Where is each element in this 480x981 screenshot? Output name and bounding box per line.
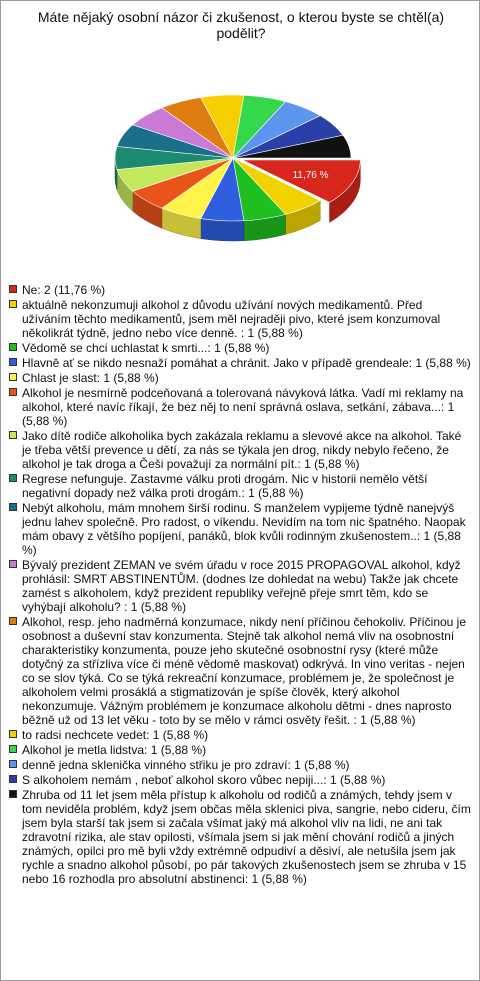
legend-label: Alkohol, resp. jeho nadměrná konzumace, nikdy není příčinou čehokoliv. Příčinou je osobnost a duševní stav konzumenta. Stejně tak alkohol nemá vliv na osobnostní charakteristiky konzumenta, pouze jeho skutečné osobnostní rysy (které může dotyčný za střízliva více či méně vědomě maskovat) odkrývá. In vino veritas - nejen co se slov týká. Co se týká rekreační konzumace, problémem je, že společnost je alkoholem velmi prosáklá a stigmatizován je spíše člověk, který alkohol nekonzumuje. Vážným problémem je konzumace alkoholu dětmi - dnes naprosto běžně už od 13 let věku - toto by se mělo v rámci osvěty řešit. : 1 (5,88 %) (22, 615, 467, 727)
legend-swatch (9, 745, 17, 753)
legend-label: denně jedna sklenička vinného střiku je pro zdraví: 1 (5,88 %) (22, 758, 350, 772)
legend-label: Ne: 2 (11,76 %) (22, 283, 106, 297)
legend-item (9, 356, 473, 370)
legend (9, 283, 473, 887)
legend-item (9, 788, 473, 886)
legend-label: Regrese nefunguje. Zastavme válku proti drogám. Nic v historii nemělo větší negativní dopady než válka proti drogám.: 1 (5,88 %) (22, 472, 428, 500)
pie-tops (115, 95, 360, 221)
legend-item (9, 283, 473, 297)
legend-item (9, 758, 473, 772)
legend-swatch (9, 343, 17, 351)
legend-swatch (9, 617, 17, 625)
legend-item (9, 298, 473, 340)
legend-label: Bývalý prezident ZEMAN ve svém úřadu v roce 2015 PROPAGOVAL alkohol, když prohlásil: SMRT ABSTINENTŮM. (dodnes lze dohledat na webu) Takže jak chcete zamést s alkoholem, když prezident republiky veřejně přeje smrt těm, kdo se vyhýbají alkoholu? : 1 (5,88 %) (22, 558, 461, 614)
legend-swatch (9, 560, 17, 568)
legend-swatch (9, 373, 17, 381)
legend-swatch (9, 300, 17, 308)
legend-label: S alkoholem nemám , neboť alkohol skoro vůbec nepiji...: 1 (5,88 %) (22, 773, 386, 787)
legend-swatch (9, 790, 17, 798)
legend-swatch (9, 474, 17, 482)
legend-swatch (9, 285, 17, 293)
chart-title: Máte nějaký osobní názor či zkušenost, o kterou byste se chtěl(a) podělit? (37, 9, 445, 41)
legend-label: Zhruba od 11 let jsem měla přístup k alkoholu od rodičů a známých, tehdy jsem v tom neviděla problém, když jsem občas měla sklenici piva, sangrie, nebo cideru, čím jsem byla starší tak jsem si začala všímat jaký má alkohol vliv na lidi, ne ani tak zdravotní rizika, ale stav opilosti, všímala jsem si jak mění chování rodičů a jiných známých, opilci pro mě byli vždy extrémně odpudiví a děsiví, ale netušila jsem jak rychle a snadno alkohol působí, po pár takových zkušenostech jsem se zhruba v 15 nebo 16 rozhodla pro absolutní abstinenci: 1 (5,88 %) (22, 788, 471, 886)
legend-item (9, 341, 473, 355)
legend-swatch (9, 760, 17, 768)
legend-swatch (9, 431, 17, 439)
legend-item (9, 472, 473, 500)
legend-item (9, 429, 473, 471)
legend-swatch (9, 358, 17, 366)
pie-slice-side-4 (201, 219, 244, 241)
legend-item (9, 743, 473, 757)
legend-label: aktuálně nekonzumuji alkohol z důvodu užívání nových medikamentů. Před užíváním těchto medikamentů, jsem měl nejraději pivo, které jsem konzumoval několikrát týdně, jedno nebo více denně. : 1 (5,88 %) (22, 298, 441, 340)
legend-item (9, 773, 473, 787)
legend-item (9, 386, 473, 428)
legend-label: Alkohol je nesmírně podceňovaná a tolerovaná návyková látka. Vadí mi reklamy na alkohol, které navíc říkají, že bez něj to není správná oslava, setkání, zábava...: 1 (5,88 %) (22, 386, 464, 428)
slice-percentage-label: 11,76 % (292, 170, 329, 182)
legend-item (9, 558, 473, 614)
legend-item (9, 728, 473, 742)
pie-chart (1, 61, 479, 276)
legend-label: Jako dítě rodiče alkoholika bych zakázala reklamu a slevové akce na alkohol. Také je třeba větší prevence u dětí, za nás se týkala jen drog, nikdy nebylo řečeno, že alkohol je tak droga a Češi považují za normální pít.: 1 (5,88 %) (22, 429, 462, 471)
legend-label: Vědomě se chci uchlastat k smrti...: 1 (5,88 %) (22, 341, 270, 355)
legend-label: Nebýt alkoholu, mám mnohem širší rodinu. S manželem vypijeme týdně nanejvýš jednu lahev společně. Pro radost, o víkendu. Nevidím na tom nic špatného. Naopak mám obavy z většího popíjení, panáků, blok kvůli rodinným zkušenostem..: 1 (5,88 %) (22, 501, 466, 557)
legend-label: to radsi nechcete vedet: 1 (5,88 %) (22, 728, 209, 742)
legend-swatch (9, 388, 17, 396)
legend-item (9, 371, 473, 385)
legend-label: Hlavně ať se nikdo nesnaží pomáhat a chránit. Jako v případě grendeale: 1 (5,88 %) (22, 356, 471, 370)
legend-swatch (9, 775, 17, 783)
legend-swatch (9, 503, 17, 511)
legend-label: Alkohol je metla lidstva: 1 (5,88 %) (22, 743, 207, 757)
legend-label: Chlast je slast: 1 (5,88 %) (22, 371, 159, 385)
legend-item (9, 615, 473, 727)
legend-swatch (9, 730, 17, 738)
legend-item (9, 501, 473, 557)
